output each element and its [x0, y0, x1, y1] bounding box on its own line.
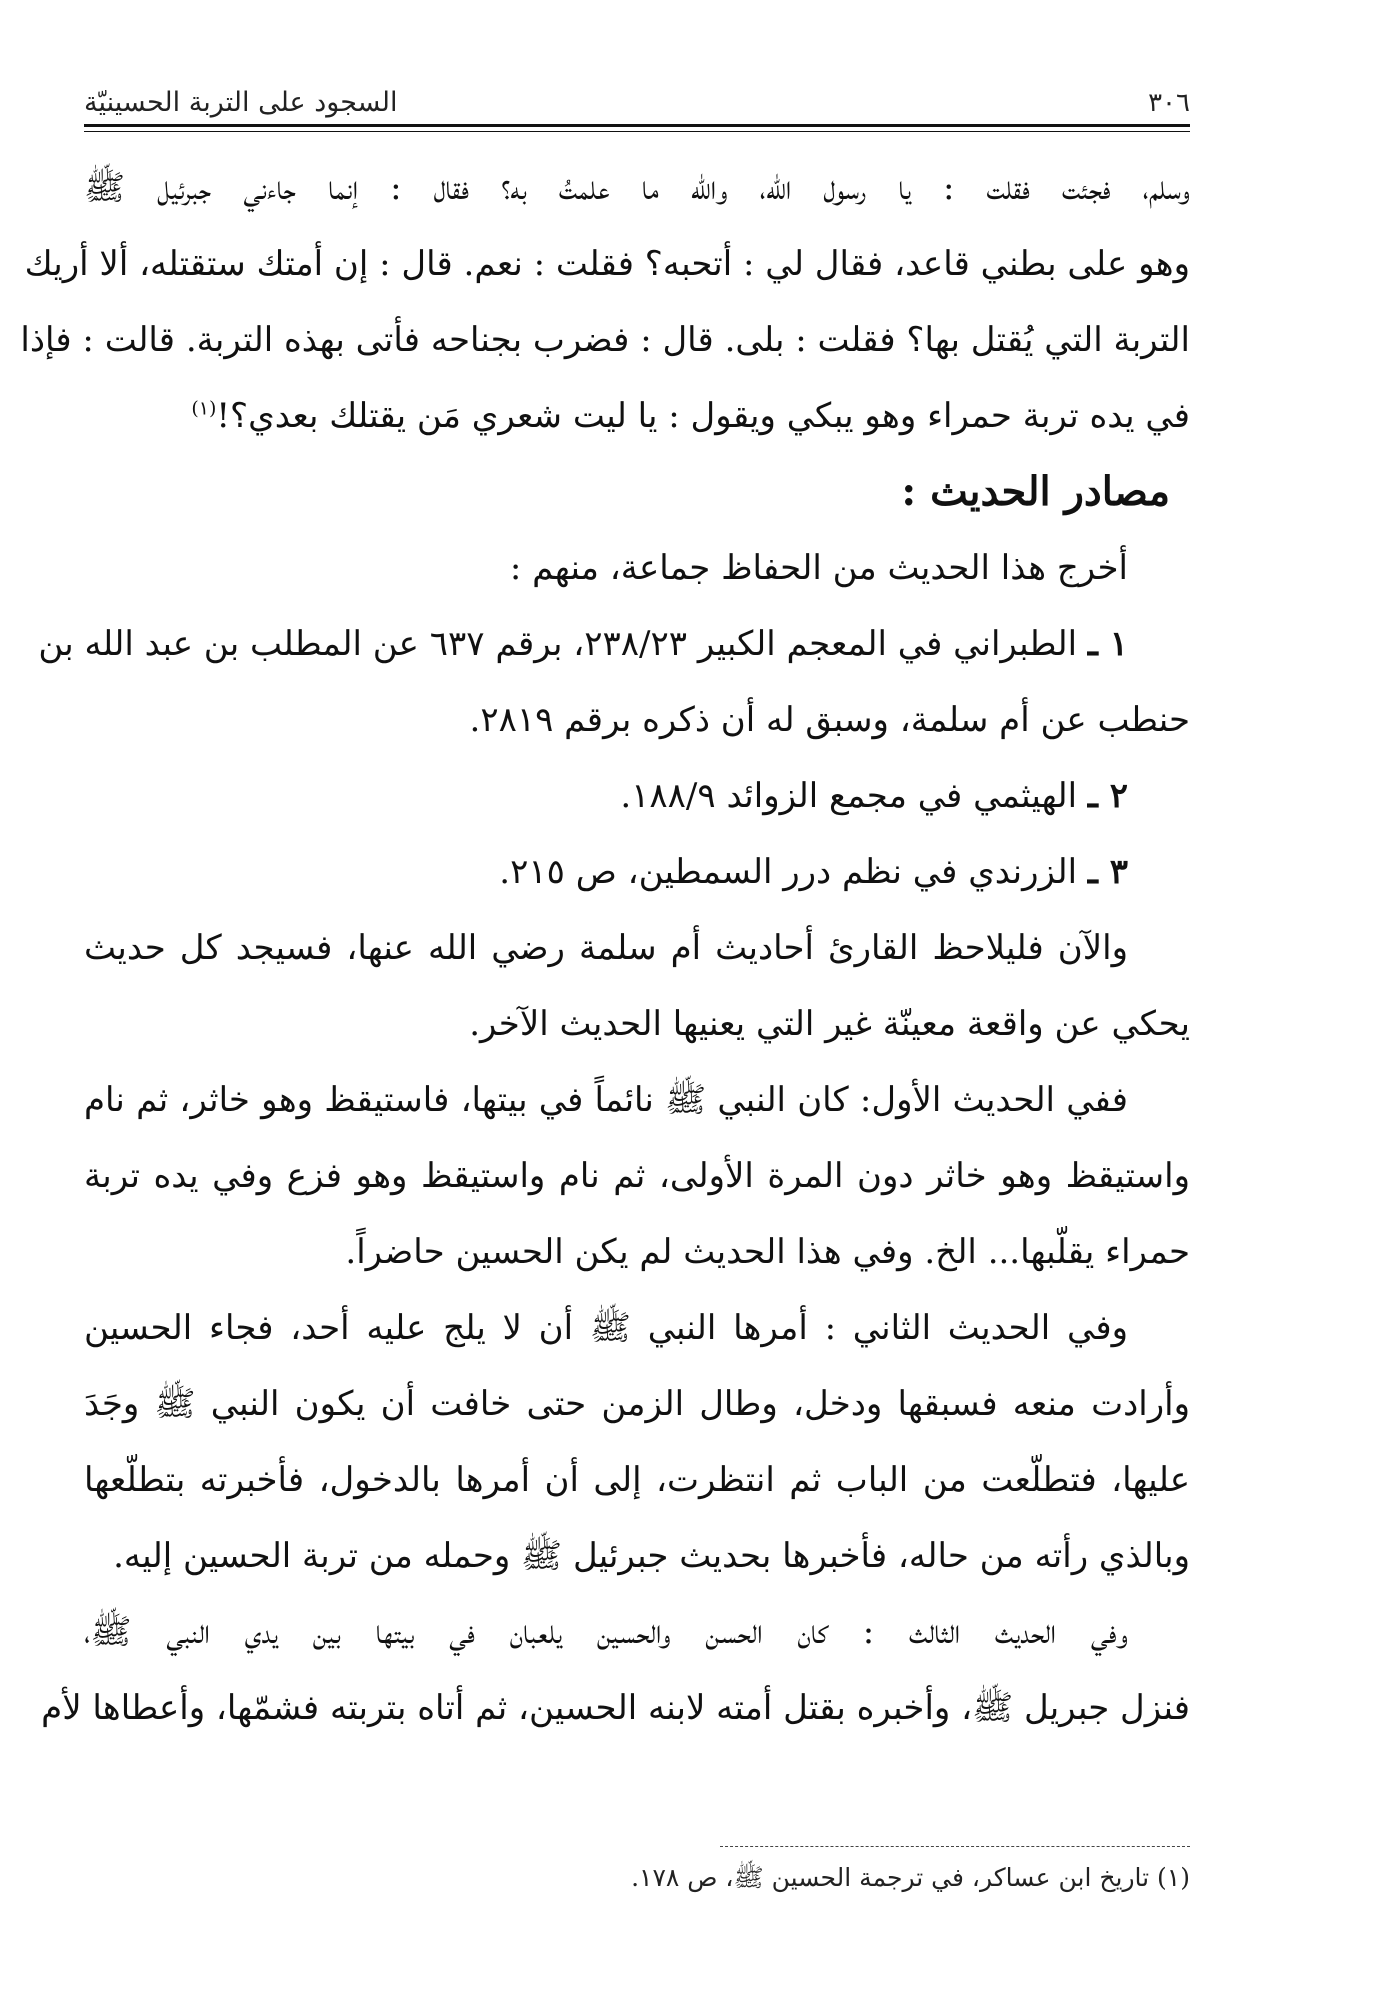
text-line-8: حنطب عن أم سلمة، وسبق له أن ذكره برقم ٢٨١٩.: [469, 700, 1190, 740]
page-header: [84, 78, 1190, 118]
list-item-1-text: الطبراني في المعجم الكبير ٢٣٨/٢٣، برقم ٦٣٧ عن المطلب بن عبد الله بن: [38, 624, 1078, 664]
header-rule-thin: [84, 131, 1190, 132]
text-line-16: وفي الحديث الثاني : أمرها النبي ﷺ أن لا يلج عليه أحد، فجاء الحسين: [84, 1308, 1128, 1348]
text-line-13: ففي الحديث الأول: كان النبي ﷺ نائماً في بيتها، فاستيقظ وهو خاثر، ثم نام: [84, 1080, 1128, 1120]
page-body: [20, 150, 1190, 1746]
list-item-2-text: الهيثمي في مجمع الزوائد ١٨٨/٩.: [620, 776, 1078, 816]
list-number-3: ٣ ـ: [1087, 852, 1128, 892]
text-line-4: [84, 378, 1190, 454]
text-line-14: واستيقظ وهو خاثر دون المرة الأولى، ثم نام واستيقظ وهو فزع وفي يده تربة: [84, 1156, 1190, 1196]
list-item-3: [84, 834, 1190, 910]
text-line-17: وأرادت منعه فسبقها ودخل، وطال الزمن حتى خافت أن يكون النبي ﷺ وجَدَ: [84, 1384, 1190, 1424]
text-line-2: وهو على بطني قاعد، فقال لي : أتحبه؟ فقلت : نعم. قال : إن أمتك ستقتله، ألا أريك: [24, 244, 1190, 284]
list-item-2: [84, 758, 1190, 834]
running-title: السجود على التربة الحسينيّة: [84, 87, 398, 118]
list-number-2: ٢ ـ: [1087, 776, 1128, 816]
section-heading: مصادر الحديث :: [901, 468, 1170, 515]
text-line-21: فنزل جبريل ﷺ، وأخبره بقتل أمته لابنه الحسين، ثم أتاه بتربته فشمّها، وأعطاها لأم: [41, 1688, 1190, 1728]
text-line-18: عليها، فتطلّعت من الباب ثم انتظرت، إلى أن أمرها بالدخول، فأخبرته بتطلّعها: [84, 1460, 1190, 1500]
footnote: (١) تاريخ ابن عساكر، في ترجمة الحسين ﷺ، ص ١٧٨.: [631, 1863, 1190, 1892]
page-number: ٣٠٦: [1148, 88, 1190, 118]
text-line-20: وفي الحديث الثالث : كان الحسن والحسين يلعبان في بيتها بين يدي النبي ﷺ،: [84, 1612, 1128, 1652]
text-line-6: أخرج هذا الحديث من الحفاظ جماعة، منهم :: [509, 548, 1128, 588]
text-line-15: حمراء يقلّبها... الخ. وفي هذا الحديث لم يكن الحسين حاضراً.: [345, 1232, 1190, 1272]
text-line-11: والآن فليلاحظ القارئ أحاديث أم سلمة رضي الله عنها، فسيجد كل حديث: [84, 928, 1128, 968]
text-line-1: وسلم، فجئت فقلت : يا رسول الله، والله ما علمتُ به؟ فقال : إنما جاءني جبرئيل ﷺ: [84, 168, 1190, 208]
list-item-3-text: الزرندي في نظم درر السمطين، ص ٢١٥.: [499, 852, 1078, 892]
text-line-19: وبالذي رأته من حاله، فأخبرها بحديث جبرئيل ﷺ وحمله من تربة الحسين إليه.: [113, 1536, 1190, 1576]
text-line-4-content: في يده تربة حمراء وهو يبكي ويقول : يا ليت شعري مَن يقتلك بعدي؟!: [216, 396, 1190, 436]
list-item-1: [38, 606, 1190, 682]
footnote-marker: (١): [191, 397, 217, 420]
header-rule-thick: [84, 124, 1190, 127]
text-line-12: يحكي عن واقعة معينّة غير التي يعنيها الحديث الآخر.: [469, 1004, 1190, 1044]
footnote-separator: [720, 1846, 1190, 1847]
text-line-3: التربة التي يُقتل بها؟ فقلت : بلى. قال : فضرب بجناحه فأتى بهذه التربة. قالت : فإذا: [20, 320, 1190, 360]
list-number-1: ١ ـ: [1087, 624, 1128, 664]
